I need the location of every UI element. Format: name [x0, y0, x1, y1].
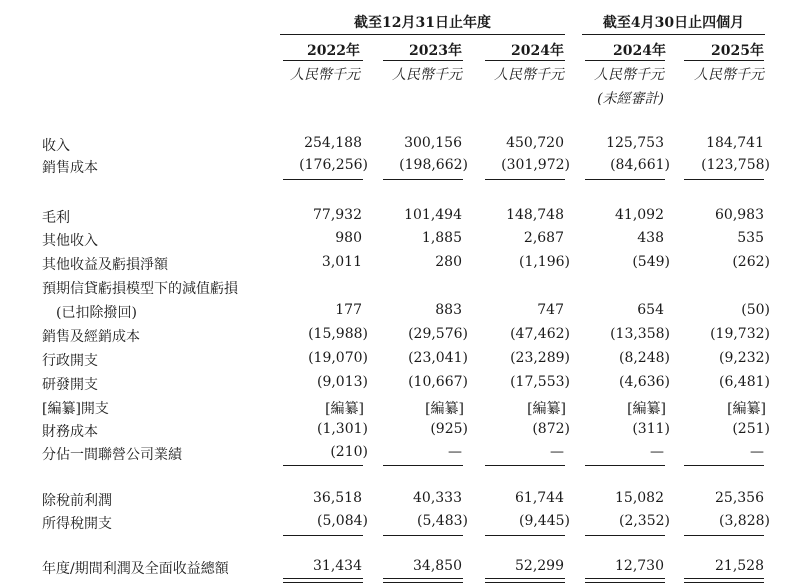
- row-label: 除稅前利潤: [42, 493, 112, 509]
- cell-value: (1,301): [316, 421, 368, 437]
- header-group-fiscal-year: 截至12月31日止年度: [354, 15, 491, 31]
- year-underline-3: [485, 60, 565, 61]
- unit-label: 人民幣千元: [392, 67, 462, 83]
- cell-value: 254,188: [304, 135, 362, 151]
- cell-value: (50): [741, 302, 770, 318]
- cell-value: (8,248): [618, 350, 670, 366]
- cell-value: 1,885: [421, 230, 462, 246]
- cell-value: 25,356: [715, 490, 764, 506]
- cell-value: 654: [637, 302, 664, 318]
- year-2024: 2024年: [511, 43, 564, 59]
- row-label: 毛利: [42, 210, 70, 226]
- cell-value: 101,494: [404, 207, 462, 223]
- cell-value: (549): [632, 254, 670, 270]
- cell-value: 438: [637, 230, 664, 246]
- cell-value: (925): [430, 421, 468, 437]
- cell-value: (6,481): [718, 374, 770, 390]
- cell-value: (872): [532, 421, 570, 437]
- subtotal-rule: [283, 465, 363, 466]
- row-label: 其他收入: [42, 233, 98, 249]
- cell-value: [編纂]: [627, 401, 666, 417]
- cell-value: 61,744: [515, 490, 564, 506]
- year-2025-4m: 2025年: [711, 43, 764, 59]
- cell-value: (9,232): [718, 350, 770, 366]
- row-label: 收入: [42, 138, 70, 154]
- cell-value: (19,070): [308, 350, 368, 366]
- year-underline-4: [585, 60, 665, 61]
- subtotal-rule: [383, 465, 463, 466]
- cell-value: —: [448, 444, 462, 460]
- row-label: 預期信貸虧損模型下的減值虧損: [42, 281, 238, 297]
- cell-value: [編纂]: [325, 401, 364, 417]
- cell-value: (9,445): [518, 513, 570, 529]
- year-2023: 2023年: [409, 43, 462, 59]
- cell-value: 300,156: [404, 135, 462, 151]
- cell-value: (5,084): [316, 513, 368, 529]
- row-label: 銷售及經銷成本: [42, 329, 140, 345]
- cell-value: (47,462): [510, 326, 570, 342]
- row-label: 分佔一間聯營公司業績: [42, 447, 182, 463]
- subtotal-rule: [485, 465, 565, 466]
- cell-value: 450,720: [506, 135, 564, 151]
- cell-value: (23,289): [510, 350, 570, 366]
- cell-value: (23,041): [408, 350, 468, 366]
- cell-value: —: [750, 444, 764, 460]
- year-underline-2: [383, 60, 463, 61]
- total-double-rule: [585, 578, 665, 583]
- cell-value: 177: [335, 302, 362, 318]
- subtotal-rule: [684, 465, 764, 466]
- row-label: 銷售成本: [42, 160, 98, 176]
- unit-label: 人民幣千元: [594, 67, 664, 83]
- cell-value: (176,256): [299, 157, 368, 173]
- cell-value: 125,753: [606, 135, 664, 151]
- cell-value: (3,828): [718, 513, 770, 529]
- cell-value-total: 31,434: [313, 558, 362, 574]
- cell-value: (198,662): [399, 157, 468, 173]
- total-double-rule: [283, 578, 363, 583]
- row-label: 行政開支: [42, 353, 98, 369]
- cell-value-total: 34,850: [413, 558, 462, 574]
- cell-value: 41,092: [615, 207, 664, 223]
- cell-value: 148,748: [506, 207, 564, 223]
- cell-value: 2,687: [523, 230, 564, 246]
- year-2022: 2022年: [307, 43, 360, 59]
- subtotal-rule: [585, 179, 665, 180]
- row-label-total: 年度/期間利潤及全面收益總額: [42, 561, 229, 577]
- row-label: 研發開支: [42, 377, 98, 393]
- cell-value: 747: [537, 302, 564, 318]
- row-label: 所得稅開支: [42, 516, 112, 532]
- subtotal-rule: [283, 179, 363, 180]
- cell-value: (262): [732, 254, 770, 270]
- subtotal-rule: [383, 535, 463, 536]
- cell-value: (5,483): [416, 513, 468, 529]
- cell-value: —: [650, 444, 664, 460]
- total-double-rule: [383, 578, 463, 583]
- cell-value: (29,576): [408, 326, 468, 342]
- cell-value-total: 52,299: [515, 558, 564, 574]
- cell-value: (311): [632, 421, 670, 437]
- cell-value: 535: [737, 230, 764, 246]
- row-label: (已扣除撥回): [56, 305, 137, 321]
- cell-value: 40,333: [413, 490, 462, 506]
- cell-value: (9,013): [316, 374, 368, 390]
- total-double-rule: [485, 578, 565, 583]
- cell-value: (13,358): [610, 326, 670, 342]
- cell-value: 77,932: [313, 207, 362, 223]
- cell-value: (15,988): [308, 326, 368, 342]
- cell-value: [編纂]: [527, 401, 566, 417]
- cell-value: 60,983: [715, 207, 764, 223]
- subtotal-rule: [485, 535, 565, 536]
- unit-label: 人民幣千元: [290, 67, 360, 83]
- year-underline-5: [684, 60, 764, 61]
- unaudited-label: (未經審計): [597, 91, 664, 107]
- cell-value: (2,352): [618, 513, 670, 529]
- row-label: 其他收益及虧損淨額: [42, 257, 168, 273]
- cell-value-total: 12,730: [615, 558, 664, 574]
- cell-value: (210): [330, 444, 368, 460]
- subtotal-rule: [585, 535, 665, 536]
- subtotal-rule: [585, 465, 665, 466]
- cell-value: 883: [435, 302, 462, 318]
- cell-value: (10,667): [408, 374, 468, 390]
- cell-value: 15,082: [615, 490, 664, 506]
- cell-value: (84,661): [610, 157, 670, 173]
- cell-value: (1,196): [518, 254, 570, 270]
- cell-value-total: 21,528: [715, 558, 764, 574]
- group-underline-4m: [582, 34, 765, 35]
- subtotal-rule: [283, 535, 363, 536]
- row-label: 財務成本: [42, 424, 98, 440]
- cell-value: —: [550, 444, 564, 460]
- year-underline-1: [283, 60, 363, 61]
- subtotal-rule: [383, 179, 463, 180]
- row-label: [編纂]開支: [42, 401, 109, 417]
- cell-value: (301,972): [501, 157, 570, 173]
- cell-value: [編纂]: [425, 401, 464, 417]
- cell-value: 184,741: [706, 135, 764, 151]
- cell-value: [編纂]: [727, 401, 766, 417]
- header-group-four-months: 截至4月30日止四個月: [602, 15, 745, 31]
- cell-value: 280: [435, 254, 462, 270]
- subtotal-rule: [684, 179, 764, 180]
- cell-value: 3,011: [321, 254, 362, 270]
- total-double-rule: [684, 578, 764, 583]
- unit-label: 人民幣千元: [494, 67, 564, 83]
- group-underline-fy: [280, 34, 565, 35]
- cell-value: (4,636): [618, 374, 670, 390]
- cell-value: (251): [732, 421, 770, 437]
- subtotal-rule: [485, 179, 565, 180]
- cell-value: (19,732): [710, 326, 770, 342]
- subtotal-rule: [684, 535, 764, 536]
- unit-label: 人民幣千元: [694, 67, 764, 83]
- cell-value: 980: [335, 230, 362, 246]
- cell-value: 36,518: [313, 490, 362, 506]
- year-2024-4m: 2024年: [613, 43, 666, 59]
- cell-value: (17,553): [510, 374, 570, 390]
- cell-value: (123,758): [701, 157, 770, 173]
